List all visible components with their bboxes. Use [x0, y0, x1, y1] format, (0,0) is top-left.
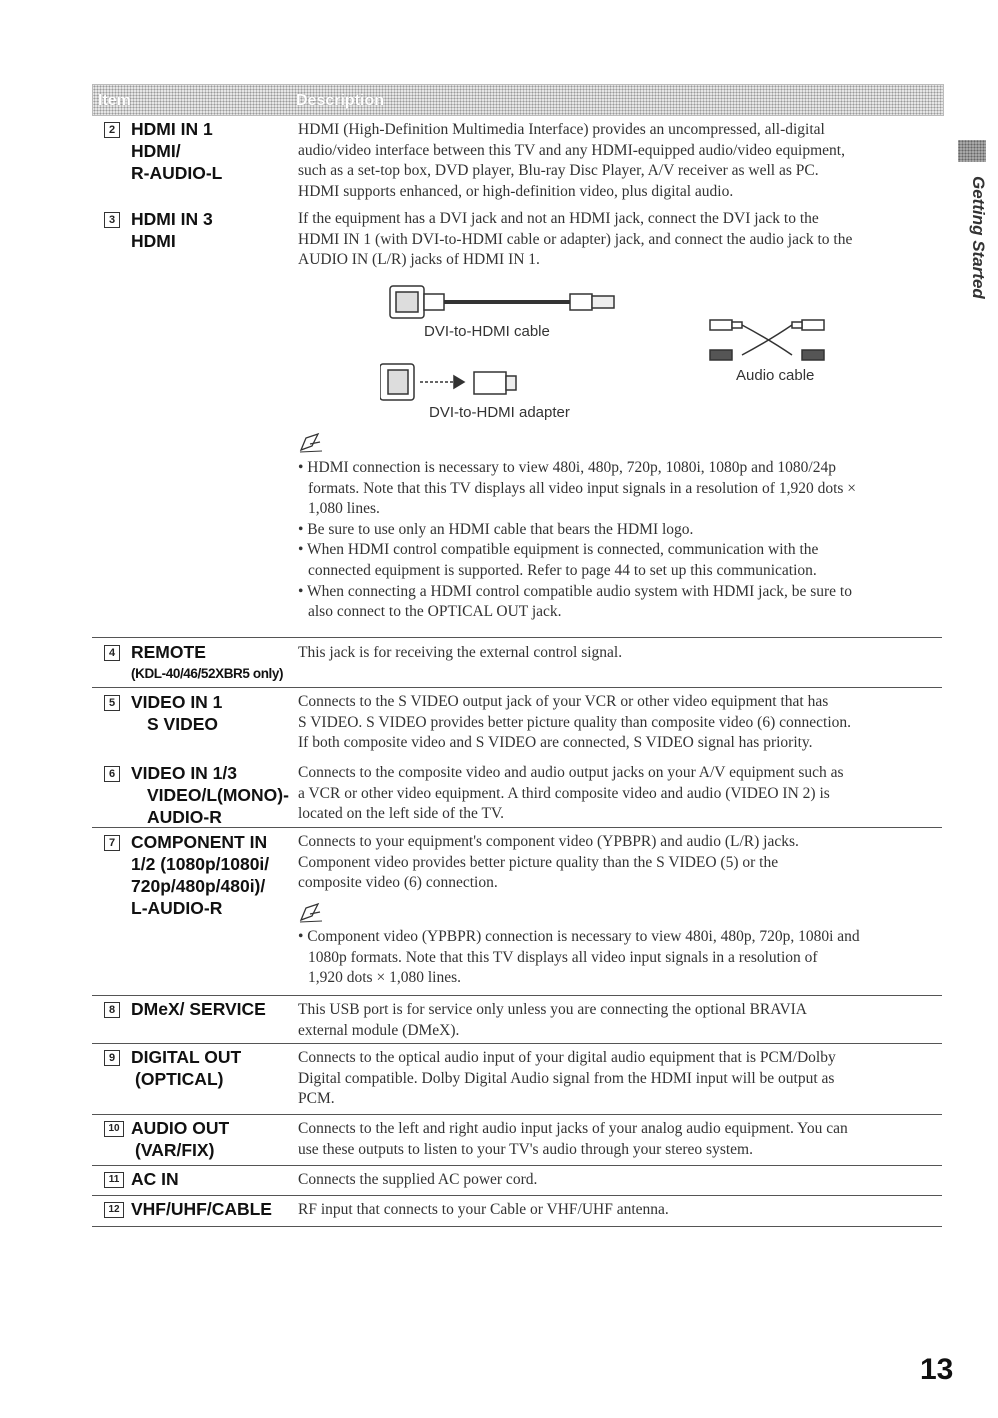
item-number-badge: 3	[104, 212, 120, 228]
item-number-badge: 7	[104, 835, 120, 851]
section-tab-label: Getting Started	[969, 176, 988, 299]
item-label: COMPONENT IN 1/2 (1080p/1080i/ 720p/480p/480i)/ L-AUDIO-R	[131, 832, 270, 918]
table-header-bar	[92, 84, 944, 116]
item-description: Connects to the optical audio input of your digital audio equipment that is PCM/Dolby Digital compatible. Dolby Digital Audio signal from the HDMI input will be output as PCM.	[298, 1049, 836, 1108]
item-label: DMeX/ SERVICE	[131, 999, 266, 1019]
item-label: VHF/UHF/CABLE	[131, 1199, 272, 1219]
row-divider	[92, 827, 942, 828]
item-label: AUDIO OUT (VAR/FIX)	[131, 1118, 230, 1160]
item-description: Connects to the left and right audio input jacks of your analog audio equipment. You can use these outputs to listen to your TV's audio through your stereo system.	[298, 1120, 848, 1158]
item-number-badge: 10	[104, 1121, 124, 1137]
item-number-badge: 5	[104, 695, 120, 711]
item-description: HDMI (High-Definition Multimedia Interface) provides an uncompressed, all-digital audio/video interface between this TV and any HDMI-equipped audio/video equipment, such as a set-top box, DVD player, Blu-ray Disc Player, A/V receiver as well as PC. HDMI supports enhanced, or high-definition video, plus digital audio.	[298, 121, 845, 200]
item-number-badge: 9	[104, 1050, 120, 1066]
note-pencil-icon	[298, 902, 324, 924]
section-tab-marker	[958, 140, 986, 162]
item-number-badge: 11	[104, 1172, 124, 1188]
item-number-badge: 6	[104, 766, 120, 782]
row-divider	[92, 1043, 942, 1044]
row-divider	[92, 687, 942, 688]
item-number-badge: 8	[104, 1002, 120, 1018]
item-description: This USB port is for service only unless you are connecting the optional BRAVIA external module (DMeX).	[298, 1001, 807, 1039]
item-description: RF input that connects to your Cable or VHF/UHF antenna.	[298, 1201, 669, 1218]
header-item: Item	[98, 92, 131, 109]
item-description: Connects to your equipment's component video (YPBPR) and audio (L/R) jacks. Component video provides better picture quality than the S VIDEO (5) or the composite video (6) connection.	[298, 833, 799, 892]
item-description: This jack is for receiving the external control signal.	[298, 644, 623, 661]
row-divider	[92, 1114, 942, 1115]
item-description: Connects to the S VIDEO output jack of your VCR or other video equipment that has S VIDEO. S VIDEO provides better picture quality than composite video (6) connection. If both composite video and S VIDEO are connected, S VIDEO signal has priority.	[298, 693, 852, 752]
item-description: Connects to the composite video and audio output jacks on your A/V equipment such as a VCR or other video equipment. A third composite video and audio (VIDEO IN 2) is located on the left side of the TV.	[298, 764, 844, 823]
item-label: VIDEO IN 1 S VIDEO	[131, 692, 223, 734]
page-number: 13	[920, 1353, 954, 1386]
item-description: If the equipment has a DVI jack and not an HDMI jack, connect the DVI jack to the HDMI IN 1 (with DVI-to-HDMI cable or adapter) jack, and connect the audio jack to the AUDIO IN (L/R) jacks of HDMI IN 1.	[298, 210, 853, 269]
item-label: AC IN	[131, 1169, 179, 1189]
row-divider	[92, 1226, 942, 1227]
item-label: HDMI IN 1 HDMI/ R-AUDIO-L	[131, 119, 223, 183]
header-description: Description	[296, 92, 385, 109]
item-number-badge: 12	[104, 1202, 124, 1218]
cable-caption: DVI-to-HDMI cable	[424, 323, 550, 340]
audio-cable-caption: Audio cable	[736, 367, 815, 384]
audio-cable-icon	[710, 320, 824, 360]
row-divider	[92, 995, 942, 996]
dvi-to-hdmi-adapter-icon	[380, 364, 516, 400]
notes-list: • HDMI connection is necessary to view 480i, 480p, 720p, 1080i, 1080p and 1080/24p formats. Note that this TV displays all video input signals in a resolution of 1,920 dots × 1,080 lines. • Be sure to use only an HDMI cable that bears the HDMI logo. • When HDMI control compatible equipment is connected, communication with the connected equipment is supported. Refer to page 44 to set up this communication. • When connecting a HDMI control compatible audio system with HDMI jack, be sure to also connect to the OPTICAL OUT jack.	[298, 459, 857, 621]
row-divider	[92, 1195, 942, 1196]
item-label: VIDEO IN 1/3 VIDEO/L(MONO)- AUDIO-R	[131, 763, 289, 827]
item-label: REMOTE (KDL-40/46/52XBR5 only)	[131, 642, 284, 681]
row-divider	[92, 1165, 942, 1166]
adapter-caption: DVI-to-HDMI adapter	[429, 404, 570, 421]
item-description: Connects the supplied AC power cord.	[298, 1171, 538, 1188]
item-number-badge: 2	[104, 122, 120, 138]
item-label: HDMI IN 3 HDMI	[131, 209, 213, 251]
item-number-badge: 4	[104, 645, 120, 661]
notes-list: • Component video (YPBPR) connection is necessary to view 480i, 480p, 720p, 1080i and 1080p formats. Note that this TV displays all video input signals in a resolution of 1,920 dots × 1,080 lines.	[298, 928, 860, 987]
note-pencil-icon	[298, 432, 324, 454]
item-label: DIGITAL OUT (OPTICAL)	[131, 1047, 242, 1089]
row-divider	[92, 637, 942, 638]
dvi-to-hdmi-cable-icon	[390, 286, 614, 318]
